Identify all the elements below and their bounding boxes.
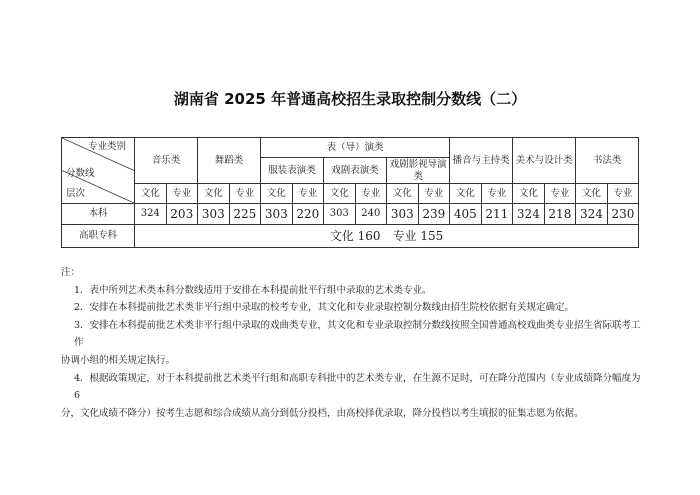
group-header-performance: 表（导）演类	[261, 138, 450, 158]
score-cell: 405	[450, 204, 482, 225]
score-cell: 240	[355, 204, 387, 225]
table-row-gaozhi	[62, 225, 639, 248]
gaozhi-score-cell: 文化 160 专业 155	[135, 225, 639, 248]
row-label-benke: 本科	[62, 204, 135, 225]
score-cell: 303	[324, 204, 356, 225]
score-cell: 324	[135, 204, 167, 225]
group-header-calligraphy: 书法类	[576, 138, 639, 184]
note-item: 1．表中所列艺术类本科分数线适用于安排在本科提前批平行组中录取的艺术类专业。	[74, 284, 432, 296]
score-cell: 230	[607, 204, 639, 225]
col-header-culture: 文化	[324, 184, 356, 204]
notes-section	[61, 264, 641, 422]
col-header-major: 专业	[355, 184, 387, 204]
score-cell: 324	[576, 204, 608, 225]
row-label-gaozhi: 高职专科	[62, 225, 135, 248]
group-header-broadcast: 播音与主持类	[450, 138, 513, 184]
group-header-music: 音乐类	[135, 138, 198, 184]
subgroup-header-costume: 服装表演类	[261, 158, 324, 184]
table-row-benke	[62, 204, 639, 225]
col-header-culture: 文化	[261, 184, 293, 204]
page-title: 湖南省 2025 年普通高校招生录取控制分数线（二）	[173, 90, 527, 108]
col-header-major: 专业	[418, 184, 450, 204]
group-header-art: 美术与设计类	[513, 138, 576, 184]
col-header-culture: 文化	[387, 184, 419, 204]
score-cell: 239	[418, 204, 450, 225]
score-cell: 303	[261, 204, 293, 225]
col-header-major: 专业	[229, 184, 261, 204]
notes-heading: 注：	[61, 267, 81, 278]
corner-label-category: 专业类别	[87, 141, 126, 152]
note-item: 3．安排在本科提前批艺术类非平行组中录取的戏曲类专业，其文化和专业录取控制分数线按照全国普通高校戏曲类专业招生省际联考工作	[74, 319, 641, 349]
table-corner-header	[62, 138, 135, 204]
col-header-culture: 文化	[450, 184, 482, 204]
score-cell: 303	[198, 204, 230, 225]
col-header-major: 专业	[481, 184, 513, 204]
col-header-culture: 文化	[576, 184, 608, 204]
group-header-dance: 舞蹈类	[198, 138, 261, 184]
col-header-major: 专业	[607, 184, 639, 204]
score-cell: 303	[387, 204, 419, 225]
score-cell: 218	[544, 204, 576, 225]
corner-label-score: 分数线	[66, 168, 95, 179]
score-cell: 225	[229, 204, 261, 225]
col-header-major: 专业	[544, 184, 576, 204]
col-header-culture: 文化	[135, 184, 167, 204]
score-cell: 220	[292, 204, 324, 225]
subgroup-header-film: 戏剧影视导演类	[387, 158, 450, 184]
col-header-culture: 文化	[513, 184, 545, 204]
subgroup-header-drama: 戏剧表演类	[324, 158, 387, 184]
col-header-major: 专业	[166, 184, 198, 204]
note-item-continuation: 分，文化成绩不降分）按考生志愿和综合成绩从高分到低分投档，由高校择优录取，降分投档以考生填报的征集志愿为依据。	[61, 407, 584, 419]
score-cell: 211	[481, 204, 513, 225]
corner-label-level: 层次	[66, 188, 86, 199]
score-cell: 324	[513, 204, 545, 225]
note-item: 4．根据政策规定，对于本科提前批艺术类平行组和高职专科批中的艺术类专业，在生源不足时，可在降分范围内（专业成绩降分幅度为 6	[74, 372, 641, 402]
score-table	[61, 137, 639, 248]
col-header-culture: 文化	[198, 184, 230, 204]
col-header-major: 专业	[292, 184, 324, 204]
score-cell: 203	[166, 204, 198, 225]
note-item-continuation: 协调小组的相关规定执行。	[61, 354, 176, 366]
note-item: 2．安排在本科提前批艺术类非平行组中录取的校考专业，其文化和专业录取控制分数线由招生院校依据有关规定确定。	[74, 302, 575, 314]
